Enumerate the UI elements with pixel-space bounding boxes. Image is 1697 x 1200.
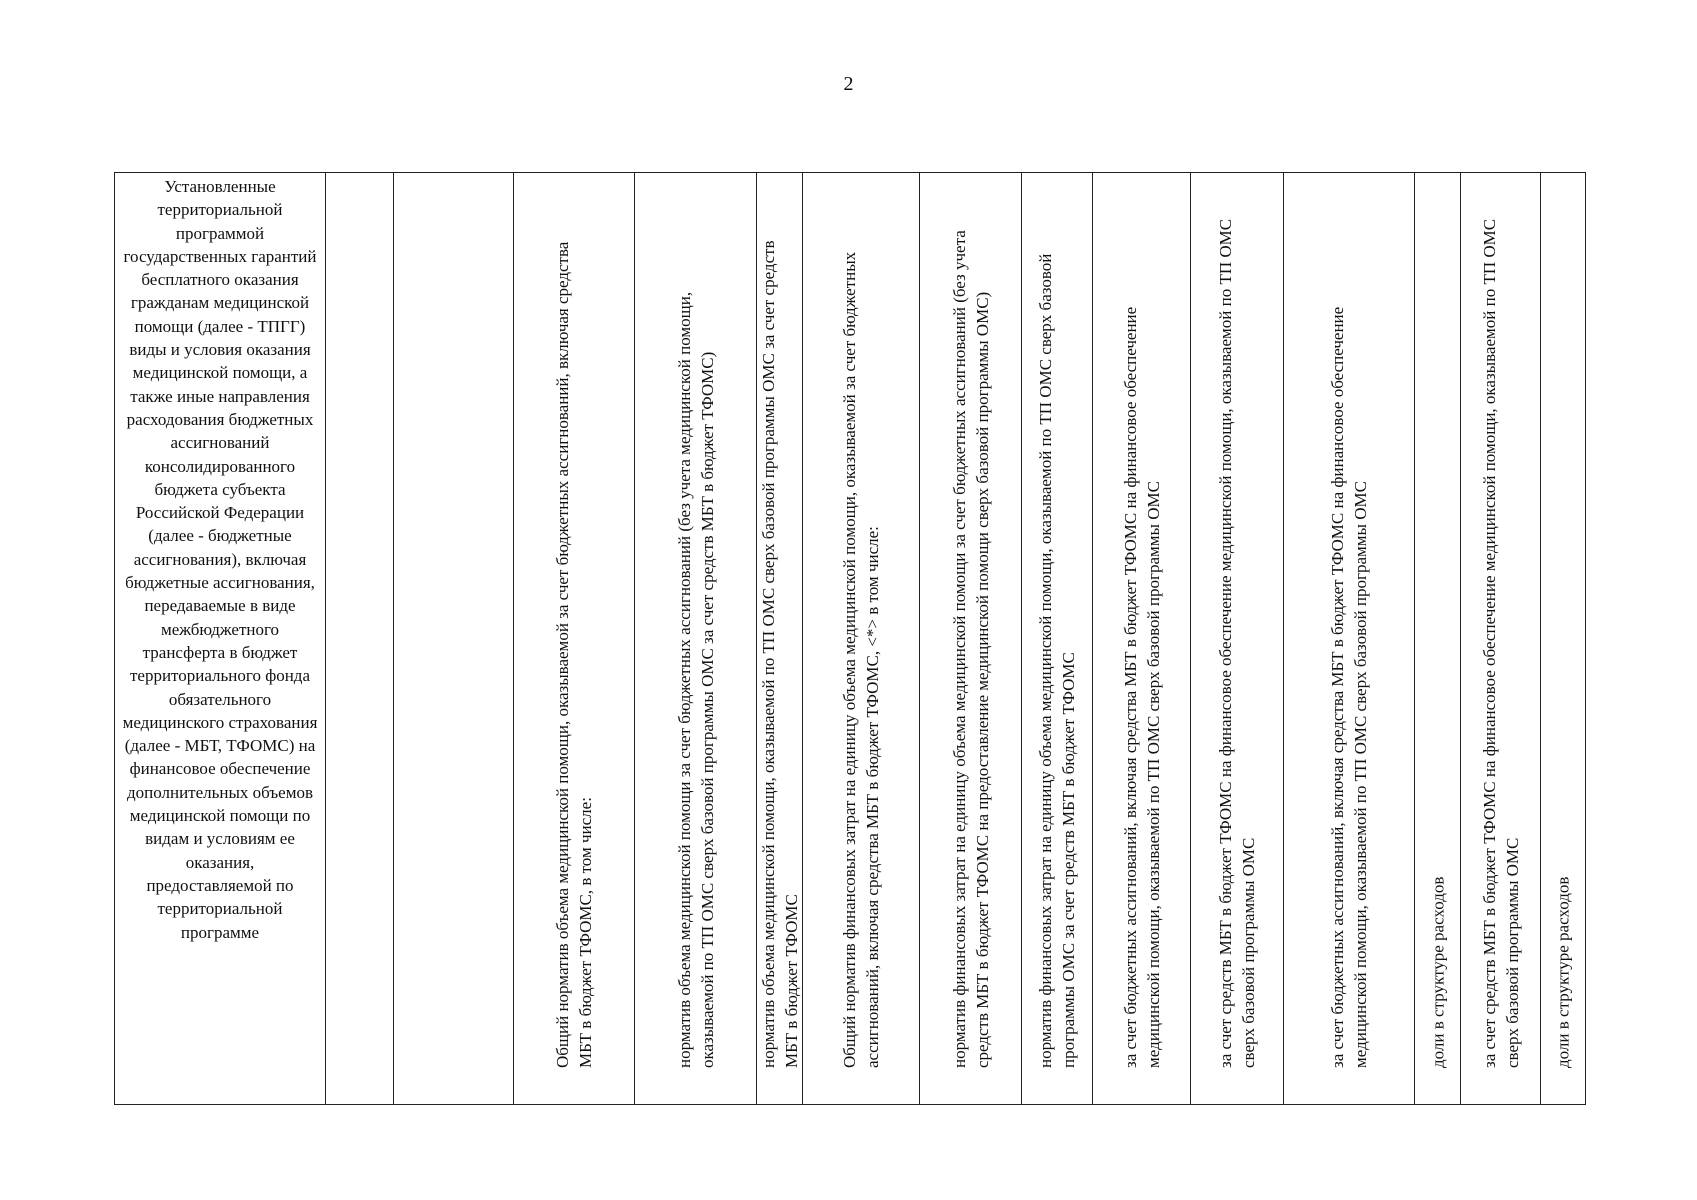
expense-share-b-text: доли в структуре расходов xyxy=(1553,876,1573,1068)
mbt-funding-a-text: за счет средств МБТ в бюджет ТФОМС на финансовое обеспечение медицинской помощи, оказываемой по ТП ОМС сверх базовой программы ОМС xyxy=(1216,218,1258,1068)
total-volume-norm-text: Общий норматив объема медицинской помощи, оказываемой за счет бюджетных ассигнований, включая средства МБТ в бюджет ТФОМС, в том числе: xyxy=(553,241,595,1068)
page-number: 2 xyxy=(843,73,854,95)
total-cost-norm-text: Общий норматив финансовых затрат на единицу объема медицинской помощи, оказываемой за счет бюджетных ассигнований, включая средства МБТ в бюджет ТФОМС, <*> в том числе: xyxy=(840,251,882,1068)
cell-budget-funding-b xyxy=(1284,173,1415,1105)
cell-empty-2 xyxy=(326,173,394,1105)
budget-funding-b-text: за счет бюджетных ассигнований, включая средства МБТ в бюджет ТФОМС на финансовое обеспечение медицинской помощи, оказываемой по ТП ОМС сверх базовой программы ОМС xyxy=(1328,306,1370,1068)
cell-total-volume-norm xyxy=(514,173,635,1105)
cell-budget-cost-norm xyxy=(920,173,1022,1105)
cell-mbt-funding-a xyxy=(1191,173,1284,1105)
expense-share-a-text: доли в структуре расходов xyxy=(1428,876,1447,1068)
service-types-text: Установленные территориальной программой государственных гарантий бесплатного оказания гражданам медицинской помощи (далее - ТПГГ) виды и условия оказания медицинской помощи, а также иные направления расходования бюджетных ассигнований консолидированного бюджета субъекта Российской Федерации (далее - бюджетные ассигнования), включая бюджетные ассигнования, передаваемые в виде межбюджетного трансферта в бюджет территориального фонда обязательного медицинского страхования (далее - МБТ, ТФОМС) на финансовое обеспечение дополнительных объемов медицинской помощи по видам и условиям ее оказания, предоставляемой по территориальной программе xyxy=(122,177,318,942)
cell-oms-cost-norm xyxy=(1022,173,1093,1105)
oms-volume-norm-text: норматив объема медицинской помощи, оказываемой по ТП ОМС сверх базовой программы ОМС за счет средств МБТ в бюджет ТФОМС xyxy=(758,240,801,1068)
cell-budget-funding-a xyxy=(1093,173,1191,1105)
cell-budget-volume-norm xyxy=(635,173,757,1105)
budget-volume-norm-text: норматив объема медицинской помощи за счет бюджетных ассигнований (без учета медицинской помощи, оказываемой по ТП ОМС сверх базовой программы ОМС за счет средств МБТ в бюджет ТФОМС) xyxy=(674,291,717,1068)
mbt-funding-b-text: за счет средств МБТ в бюджет ТФОМС на финансовое обеспечение медицинской помощи, оказываемой по ТП ОМС сверх базовой программы ОМС xyxy=(1479,218,1522,1068)
cell-expense-share-a xyxy=(1415,173,1461,1105)
oms-cost-norm-text: норматив финансовых затрат на единицу объема медицинской помощи, оказываемой по ТП ОМС сверх базовой программы ОМС за счет средств МБТ в бюджет ТФОМС xyxy=(1036,253,1078,1068)
cell-service-types xyxy=(115,173,326,1105)
cell-mbt-funding-b xyxy=(1461,173,1541,1105)
budget-cost-norm-text: норматив финансовых затрат на единицу объема медицинской помощи за счет бюджетных ассигнований (без учета средств МБТ в бюджет ТФОМС на предоставление медицинской помощи сверх базовой программы ОМС) xyxy=(949,230,992,1068)
budget-funding-a-text: за счет бюджетных ассигнований, включая средства МБТ в бюджет ТФОМС на финансовое обеспечение медицинской помощи, оказываемой по ТП ОМС сверх базовой программы ОМС xyxy=(1120,306,1163,1068)
cell-oms-volume-norm xyxy=(757,173,803,1105)
table-header xyxy=(114,172,1586,1105)
cell-total-cost-norm xyxy=(803,173,920,1105)
cell-empty-3 xyxy=(394,173,514,1105)
cell-expense-share-b xyxy=(1541,173,1586,1105)
